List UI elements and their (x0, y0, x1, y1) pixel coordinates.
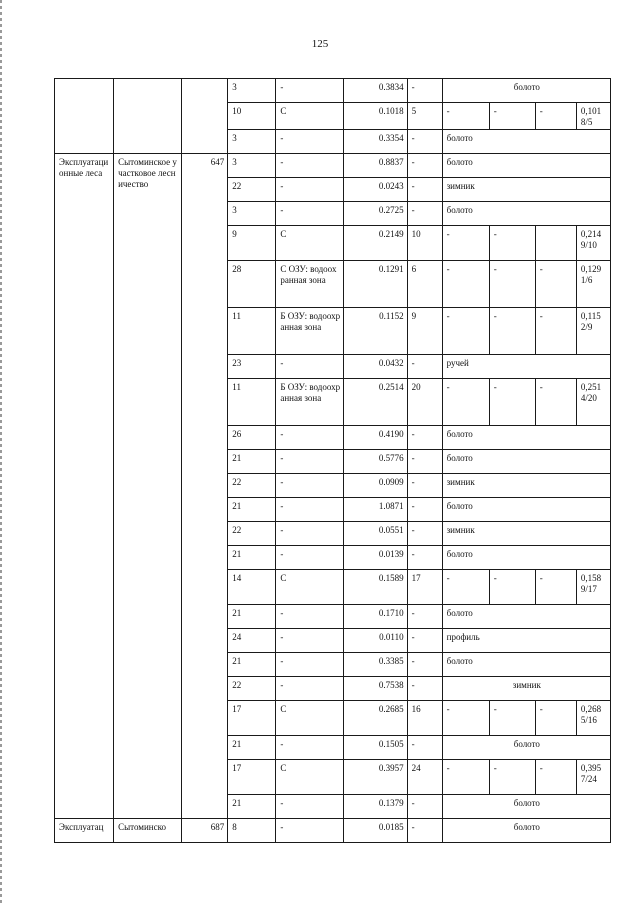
table-cell: 9 (407, 308, 442, 355)
table-cell: 11 (228, 308, 276, 355)
table-cell: 0.2725 (344, 202, 407, 226)
table-cell: 17 (407, 570, 442, 605)
table-cell: - (489, 701, 535, 736)
table-cell: - (276, 546, 344, 570)
table-cell: 647 (182, 154, 228, 819)
table-cell: - (407, 736, 442, 760)
table-cell: 22 (228, 522, 276, 546)
table-cell: болото (442, 605, 610, 629)
table-cell: 9 (228, 226, 276, 261)
table-cell: ручей (442, 355, 610, 379)
table-cell: 21 (228, 546, 276, 570)
table-cell (114, 79, 182, 154)
page-number: 125 (311, 38, 329, 50)
table-cell: - (535, 308, 576, 355)
table-cell: - (276, 819, 344, 843)
table-cell: - (407, 355, 442, 379)
table-cell: болото (442, 426, 610, 450)
table-cell: 0.2149 (344, 226, 407, 261)
table-row (55, 154, 611, 178)
table-cell: - (276, 677, 344, 701)
table-cell: 26 (228, 426, 276, 450)
table-cell: 11 (228, 379, 276, 426)
table-cell: - (276, 605, 344, 629)
table-cell: 0.1710 (344, 605, 407, 629)
table-cell: - (276, 450, 344, 474)
table-cell: - (407, 605, 442, 629)
table-cell: 0.1505 (344, 736, 407, 760)
table-cell: - (407, 522, 442, 546)
table-cell: 0.0551 (344, 522, 407, 546)
scanned-page-edge (0, 0, 2, 905)
table-cell: - (535, 379, 576, 426)
table-cell: С (276, 570, 344, 605)
table-cell: - (276, 736, 344, 760)
table-cell: - (442, 103, 489, 130)
table-cell: 5 (407, 103, 442, 130)
table-cell: 0,2149/10 (576, 226, 610, 261)
table-cell: 0.2514 (344, 379, 407, 426)
table-cell: - (276, 355, 344, 379)
table-cell: - (407, 819, 442, 843)
table-cell: 0.3385 (344, 653, 407, 677)
table-cell: - (442, 226, 489, 261)
table-cell: болото (442, 154, 610, 178)
table-cell: С (276, 103, 344, 130)
table-cell: 0.1291 (344, 261, 407, 308)
table-cell: - (442, 570, 489, 605)
table-cell: 17 (228, 701, 276, 736)
table-cell: - (535, 760, 576, 795)
table-cell: - (407, 629, 442, 653)
table-cell: - (276, 498, 344, 522)
table-cell: - (407, 546, 442, 570)
table-cell: - (276, 202, 344, 226)
table-cell: 22 (228, 474, 276, 498)
table-row (55, 819, 611, 843)
table-cell: Сытоминско (114, 819, 182, 843)
table-cell: 3 (228, 202, 276, 226)
table-cell: - (407, 474, 442, 498)
table-cell: 687 (182, 819, 228, 843)
table-cell: болото (442, 736, 610, 760)
table-cell: зимник (442, 677, 610, 701)
table-cell: - (407, 498, 442, 522)
table-cell: 0,3957/24 (576, 760, 610, 795)
table-cell: - (276, 474, 344, 498)
table-cell: Б ОЗУ: водоохранная зона (276, 308, 344, 355)
table-cell (535, 226, 576, 261)
table-cell: болото (442, 498, 610, 522)
table-cell: 0,1291/6 (576, 261, 610, 308)
table-cell: 10 (228, 103, 276, 130)
table-cell: - (489, 261, 535, 308)
table-cell: - (276, 154, 344, 178)
table-cell: - (407, 130, 442, 154)
table-cell: 20 (407, 379, 442, 426)
table-cell: 21 (228, 653, 276, 677)
table-cell: - (442, 701, 489, 736)
table-cell: - (489, 570, 535, 605)
table-cell: 14 (228, 570, 276, 605)
table-cell: 0.1152 (344, 308, 407, 355)
table-cell: Сытоминское участковое лесничество (114, 154, 182, 819)
table-cell: 22 (228, 677, 276, 701)
forest-plot-table (54, 78, 611, 843)
table-cell (182, 79, 228, 154)
table-cell: - (489, 760, 535, 795)
table-cell: - (276, 629, 344, 653)
table-cell: 0,1018/5 (576, 103, 610, 130)
table-cell: - (442, 261, 489, 308)
table-cell: 0.0110 (344, 629, 407, 653)
table-cell: - (489, 379, 535, 426)
table-cell: - (407, 426, 442, 450)
table-cell: 0.0909 (344, 474, 407, 498)
table-cell: 10 (407, 226, 442, 261)
table-cell: 0.1589 (344, 570, 407, 605)
table-cell: болото (442, 546, 610, 570)
table-cell: 21 (228, 450, 276, 474)
table-cell: 0,1152/9 (576, 308, 610, 355)
table-cell: С ОЗУ: водоохранная зона (276, 261, 344, 308)
table-cell: - (276, 178, 344, 202)
table-cell: 21 (228, 795, 276, 819)
table-cell: 0,1589/17 (576, 570, 610, 605)
table-cell: - (535, 701, 576, 736)
table-cell: профиль (442, 629, 610, 653)
table-cell: болото (442, 130, 610, 154)
table-cell: Эксплуатац (55, 819, 114, 843)
table-cell: 0.8837 (344, 154, 407, 178)
table-cell: 0.2685 (344, 701, 407, 736)
table-cell: зимник (442, 178, 610, 202)
table-cell: 21 (228, 736, 276, 760)
table-cell: болото (442, 653, 610, 677)
table-cell: - (407, 79, 442, 103)
table-cell: 24 (407, 760, 442, 795)
table-cell: - (407, 653, 442, 677)
table-cell: 0.0432 (344, 355, 407, 379)
table-cell: 0.0139 (344, 546, 407, 570)
table-row (55, 79, 611, 103)
table-cell: 24 (228, 629, 276, 653)
table-cell: болото (442, 819, 610, 843)
table-cell: Эксплуатационные леса (55, 154, 114, 819)
table-cell: 0.3957 (344, 760, 407, 795)
table-cell: болото (442, 450, 610, 474)
table-cell: - (535, 570, 576, 605)
table-cell: - (276, 653, 344, 677)
table-cell: - (276, 795, 344, 819)
table-cell: - (276, 522, 344, 546)
table-cell: - (442, 308, 489, 355)
table-cell: - (407, 450, 442, 474)
table-cell: 0,2514/20 (576, 379, 610, 426)
table-cell: - (489, 226, 535, 261)
table-cell: болото (442, 202, 610, 226)
table-cell: зимник (442, 474, 610, 498)
table-cell: 1.0871 (344, 498, 407, 522)
table-cell: Б ОЗУ: водоохранная зона (276, 379, 344, 426)
table-cell: - (489, 308, 535, 355)
table-cell: 16 (407, 701, 442, 736)
table-cell: 0.3354 (344, 130, 407, 154)
table-cell: - (535, 103, 576, 130)
table-cell: 0.5776 (344, 450, 407, 474)
table-cell: - (276, 130, 344, 154)
table-cell: болото (442, 795, 610, 819)
table-cell: - (407, 795, 442, 819)
table-cell: С (276, 760, 344, 795)
table-cell: 0.0243 (344, 178, 407, 202)
table-cell: 0.7538 (344, 677, 407, 701)
table-cell: - (276, 426, 344, 450)
table-cell: 17 (228, 760, 276, 795)
table-cell: 28 (228, 261, 276, 308)
table-cell: 21 (228, 498, 276, 522)
table-cell: 6 (407, 261, 442, 308)
table-cell: - (407, 677, 442, 701)
table-cell: 0.3834 (344, 79, 407, 103)
table-cell: 22 (228, 178, 276, 202)
table-cell: 0,2685/16 (576, 701, 610, 736)
table-cell: 3 (228, 130, 276, 154)
table-cell: 0.1379 (344, 795, 407, 819)
table-cell: - (535, 261, 576, 308)
table-cell: - (489, 103, 535, 130)
table-cell: зимник (442, 522, 610, 546)
table-cell: С (276, 226, 344, 261)
table-cell: 23 (228, 355, 276, 379)
table-cell (55, 79, 114, 154)
table-cell: - (442, 760, 489, 795)
table-cell: - (407, 202, 442, 226)
table-cell: - (442, 379, 489, 426)
table-cell: - (407, 178, 442, 202)
table-cell: С (276, 701, 344, 736)
table-cell: - (407, 154, 442, 178)
table-cell: 0.0185 (344, 819, 407, 843)
table-cell: 0.1018 (344, 103, 407, 130)
table-cell: болото (442, 79, 610, 103)
table-cell: 3 (228, 154, 276, 178)
table-cell: 21 (228, 605, 276, 629)
table-cell: 3 (228, 79, 276, 103)
table-cell: 0.4190 (344, 426, 407, 450)
table-cell: 8 (228, 819, 276, 843)
table-cell: - (276, 79, 344, 103)
